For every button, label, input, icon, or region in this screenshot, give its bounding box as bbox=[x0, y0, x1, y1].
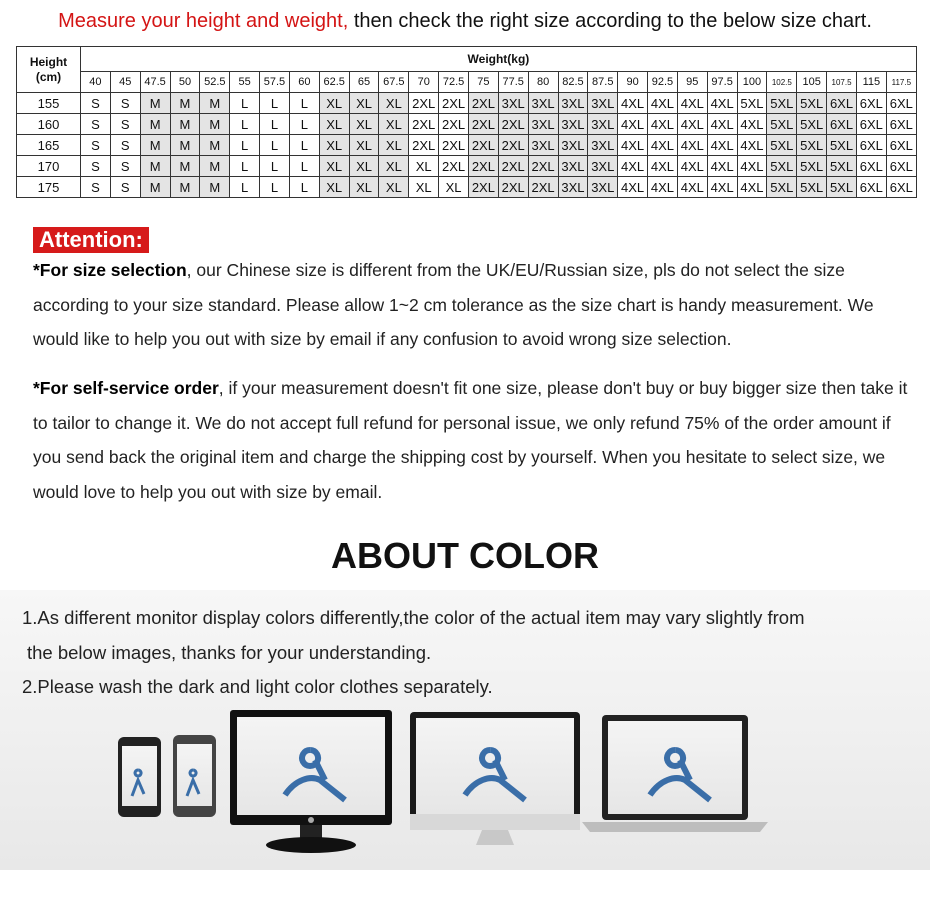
size-cell: 5XL bbox=[827, 156, 857, 177]
imac-monitor-icon bbox=[410, 712, 580, 845]
size-cell: L bbox=[260, 93, 290, 114]
size-cell: M bbox=[170, 177, 200, 198]
size-cell: 2XL bbox=[498, 135, 528, 156]
size-cell: 4XL bbox=[648, 135, 678, 156]
weight-value: 117.5 bbox=[886, 72, 916, 93]
size-cell: 3XL bbox=[588, 156, 618, 177]
size-cell: S bbox=[81, 177, 111, 198]
size-cell: XL bbox=[379, 114, 409, 135]
size-cell: 4XL bbox=[648, 114, 678, 135]
weight-value: 40 bbox=[81, 72, 111, 93]
size-cell: 3XL bbox=[588, 93, 618, 114]
size-instruction-highlight: Measure your height and weight, bbox=[58, 10, 349, 32]
size-cell: XL bbox=[319, 114, 349, 135]
size-cell: M bbox=[140, 177, 170, 198]
size-cell: 2XL bbox=[409, 93, 439, 114]
size-cell: 4XL bbox=[648, 156, 678, 177]
size-selection-paragraph bbox=[33, 253, 923, 357]
size-selection-title: *For size selection bbox=[33, 260, 187, 280]
hp-monitor-icon bbox=[230, 710, 392, 853]
size-cell: M bbox=[140, 156, 170, 177]
size-cell: L bbox=[289, 156, 319, 177]
size-cell: 4XL bbox=[618, 156, 648, 177]
size-cell: XL bbox=[409, 156, 439, 177]
size-cell: M bbox=[140, 114, 170, 135]
size-row bbox=[17, 135, 917, 156]
size-cell: XL bbox=[409, 177, 439, 198]
size-cell: 2XL bbox=[528, 156, 558, 177]
size-instruction-text: then check the right size according to the below size chart. bbox=[348, 10, 872, 32]
weight-value: 75 bbox=[468, 72, 498, 93]
size-cell: M bbox=[200, 135, 230, 156]
size-cell: 2XL bbox=[498, 114, 528, 135]
size-cell: S bbox=[110, 177, 140, 198]
size-cell: 2XL bbox=[528, 177, 558, 198]
size-row bbox=[17, 93, 917, 114]
size-cell: XL bbox=[379, 156, 409, 177]
weight-value: 57.5 bbox=[260, 72, 290, 93]
height-value: 160 bbox=[17, 114, 81, 135]
self-service-text: , if your measurement doesn't fit one size, please don't buy or buy bigger size then take it to tailor to change it. We do not accept full refund for personal issue, we only refund 75% of the order amount if you send back the original item and charge the shipping cost by yourself. When you hesitate to select size, we would love to help you out with size by email. bbox=[33, 378, 908, 502]
size-cell: L bbox=[289, 177, 319, 198]
size-cell: 4XL bbox=[707, 135, 737, 156]
size-cell: 2XL bbox=[409, 135, 439, 156]
size-cell: 4XL bbox=[618, 135, 648, 156]
color-note-2: 2.Please wash the dark and light color clothes separately. bbox=[22, 676, 493, 697]
size-cell: 6XL bbox=[856, 135, 886, 156]
size-cell: 4XL bbox=[677, 177, 707, 198]
size-row bbox=[17, 177, 917, 198]
size-cell: M bbox=[200, 93, 230, 114]
size-cell: 5XL bbox=[767, 93, 797, 114]
size-cell: XL bbox=[379, 93, 409, 114]
size-cell: 4XL bbox=[618, 114, 648, 135]
size-cell: XL bbox=[439, 177, 469, 198]
size-cell: 4XL bbox=[648, 177, 678, 198]
size-cell: 3XL bbox=[558, 93, 588, 114]
size-cell: 4XL bbox=[737, 114, 767, 135]
size-cell: 5XL bbox=[797, 135, 827, 156]
size-cell: S bbox=[81, 135, 111, 156]
weight-value: 55 bbox=[230, 72, 260, 93]
size-instruction bbox=[0, 10, 930, 33]
size-cell: 3XL bbox=[528, 135, 558, 156]
size-cell: 4XL bbox=[707, 93, 737, 114]
weight-value: 107.5 bbox=[827, 72, 857, 93]
size-cell: 6XL bbox=[827, 93, 857, 114]
size-cell: 5XL bbox=[797, 177, 827, 198]
weight-value: 67.5 bbox=[379, 72, 409, 93]
size-row bbox=[17, 114, 917, 135]
device-comparison-illustration bbox=[110, 700, 910, 870]
size-cell: 5XL bbox=[767, 135, 797, 156]
weight-value: 62.5 bbox=[319, 72, 349, 93]
size-cell: L bbox=[230, 93, 260, 114]
size-row bbox=[17, 156, 917, 177]
size-cell: 3XL bbox=[558, 135, 588, 156]
size-cell: 4XL bbox=[618, 93, 648, 114]
weight-value: 47.5 bbox=[140, 72, 170, 93]
size-cell: L bbox=[230, 177, 260, 198]
weight-value: 87.5 bbox=[588, 72, 618, 93]
size-cell: XL bbox=[319, 93, 349, 114]
size-cell: S bbox=[81, 156, 111, 177]
size-cell: M bbox=[200, 156, 230, 177]
size-cell: 2XL bbox=[468, 177, 498, 198]
weight-value: 70 bbox=[409, 72, 439, 93]
height-unit: (cm) bbox=[35, 69, 62, 84]
size-cell: XL bbox=[319, 135, 349, 156]
size-cell: S bbox=[110, 135, 140, 156]
height-value: 175 bbox=[17, 177, 81, 198]
size-cell: L bbox=[289, 114, 319, 135]
size-cell: 4XL bbox=[618, 177, 648, 198]
attention-badge: Attention: bbox=[33, 227, 149, 253]
size-cell: 3XL bbox=[558, 114, 588, 135]
weight-value: 92.5 bbox=[648, 72, 678, 93]
size-cell: 6XL bbox=[886, 93, 916, 114]
weight-value: 90 bbox=[618, 72, 648, 93]
height-value: 170 bbox=[17, 156, 81, 177]
size-cell: 3XL bbox=[558, 156, 588, 177]
size-cell: 3XL bbox=[498, 93, 528, 114]
weight-value: 105 bbox=[797, 72, 827, 93]
size-cell: 4XL bbox=[707, 177, 737, 198]
size-cell: 5XL bbox=[767, 177, 797, 198]
weight-value: 82.5 bbox=[558, 72, 588, 93]
weight-header: Weight(kg) bbox=[81, 47, 917, 72]
size-cell: 4XL bbox=[737, 135, 767, 156]
size-cell: XL bbox=[379, 177, 409, 198]
weight-value: 50 bbox=[170, 72, 200, 93]
size-selection-text: , our Chinese size is different from the UK/EU/Russian size, pls do not select the size according to your size standard. Please allow 1~2 cm tolerance as the size chart is handy measurement. We would like to help you out with size by email if any confusion to avoid wrong size selection. bbox=[33, 260, 874, 349]
size-cell: S bbox=[81, 93, 111, 114]
size-cell: M bbox=[140, 135, 170, 156]
size-cell: 2XL bbox=[468, 93, 498, 114]
size-cell: L bbox=[289, 135, 319, 156]
size-cell: XL bbox=[379, 135, 409, 156]
size-cell: 4XL bbox=[707, 156, 737, 177]
size-cell: 2XL bbox=[439, 93, 469, 114]
weight-value: 80 bbox=[528, 72, 558, 93]
size-cell: S bbox=[81, 114, 111, 135]
size-cell: 6XL bbox=[886, 156, 916, 177]
phone-icon bbox=[118, 737, 161, 817]
size-chart-table bbox=[16, 46, 917, 198]
size-cell: 2XL bbox=[498, 156, 528, 177]
size-cell: XL bbox=[349, 156, 379, 177]
size-cell: XL bbox=[319, 177, 349, 198]
phone-icon bbox=[173, 735, 216, 817]
size-cell: 6XL bbox=[856, 156, 886, 177]
size-cell: XL bbox=[349, 93, 379, 114]
size-cell: 3XL bbox=[528, 114, 558, 135]
weight-value: 97.5 bbox=[707, 72, 737, 93]
size-cell: M bbox=[170, 135, 200, 156]
weight-value: 65 bbox=[349, 72, 379, 93]
size-cell: XL bbox=[349, 135, 379, 156]
color-note-1: 1.As different monitor display colors differently,the color of the actual item may vary slightly from bbox=[22, 607, 805, 628]
height-value: 155 bbox=[17, 93, 81, 114]
weight-value: 60 bbox=[289, 72, 319, 93]
size-cell: 4XL bbox=[677, 156, 707, 177]
size-cell: 6XL bbox=[827, 114, 857, 135]
size-cell: M bbox=[200, 177, 230, 198]
size-cell: 3XL bbox=[588, 177, 618, 198]
size-cell: M bbox=[140, 93, 170, 114]
color-note-1-cont: the below images, thanks for your understanding. bbox=[27, 642, 432, 663]
size-cell: 3XL bbox=[588, 114, 618, 135]
weight-value: 52.5 bbox=[200, 72, 230, 93]
size-cell: 2XL bbox=[439, 135, 469, 156]
size-cell: 2XL bbox=[439, 114, 469, 135]
weight-value: 115 bbox=[856, 72, 886, 93]
size-cell: 2XL bbox=[468, 135, 498, 156]
size-cell: 5XL bbox=[797, 114, 827, 135]
size-cell: 3XL bbox=[588, 135, 618, 156]
weight-value: 72.5 bbox=[439, 72, 469, 93]
height-label: Height bbox=[29, 54, 68, 69]
size-cell: L bbox=[260, 177, 290, 198]
size-cell: 6XL bbox=[856, 93, 886, 114]
size-cell: 5XL bbox=[767, 114, 797, 135]
size-cell: S bbox=[110, 114, 140, 135]
size-cell: 5XL bbox=[797, 156, 827, 177]
size-cell: 5XL bbox=[767, 156, 797, 177]
size-cell: M bbox=[170, 93, 200, 114]
size-cell: 4XL bbox=[677, 135, 707, 156]
size-cell: L bbox=[230, 156, 260, 177]
size-cell: 4XL bbox=[677, 93, 707, 114]
size-cell: M bbox=[170, 114, 200, 135]
size-cell: XL bbox=[349, 114, 379, 135]
size-cell: 5XL bbox=[797, 93, 827, 114]
self-service-paragraph bbox=[33, 371, 923, 509]
size-cell: 4XL bbox=[707, 114, 737, 135]
size-cell: L bbox=[260, 135, 290, 156]
size-cell: 5XL bbox=[737, 93, 767, 114]
size-cell: 4XL bbox=[677, 114, 707, 135]
laptop-icon bbox=[582, 715, 768, 832]
size-cell: 4XL bbox=[737, 177, 767, 198]
size-cell: 4XL bbox=[737, 156, 767, 177]
self-service-title: *For self-service order bbox=[33, 378, 219, 398]
size-cell: 4XL bbox=[648, 93, 678, 114]
size-cell: 2XL bbox=[409, 114, 439, 135]
weight-value: 45 bbox=[110, 72, 140, 93]
height-header bbox=[17, 47, 81, 93]
size-cell: 2XL bbox=[498, 177, 528, 198]
weight-value: 95 bbox=[677, 72, 707, 93]
size-cell: XL bbox=[319, 156, 349, 177]
size-cell: 2XL bbox=[468, 114, 498, 135]
about-color-heading: ABOUT COLOR bbox=[331, 535, 599, 576]
size-cell: XL bbox=[349, 177, 379, 198]
size-cell: 5XL bbox=[827, 177, 857, 198]
size-cell: 6XL bbox=[886, 177, 916, 198]
size-cell: L bbox=[260, 114, 290, 135]
size-cell: L bbox=[260, 156, 290, 177]
size-cell: M bbox=[200, 114, 230, 135]
size-cell: L bbox=[289, 93, 319, 114]
size-cell: 3XL bbox=[528, 93, 558, 114]
size-cell: 2XL bbox=[468, 156, 498, 177]
size-cell: 3XL bbox=[558, 177, 588, 198]
size-cell: S bbox=[110, 156, 140, 177]
size-cell: L bbox=[230, 135, 260, 156]
size-cell: M bbox=[170, 156, 200, 177]
size-cell: L bbox=[230, 114, 260, 135]
size-cell: 2XL bbox=[439, 156, 469, 177]
size-cell: 6XL bbox=[856, 177, 886, 198]
size-cell: 6XL bbox=[886, 114, 916, 135]
size-cell: 5XL bbox=[827, 135, 857, 156]
size-cell: S bbox=[110, 93, 140, 114]
weight-value: 77.5 bbox=[498, 72, 528, 93]
height-value: 165 bbox=[17, 135, 81, 156]
size-cell: 6XL bbox=[856, 114, 886, 135]
size-cell: 6XL bbox=[886, 135, 916, 156]
weight-value: 100 bbox=[737, 72, 767, 93]
weight-value: 102.5 bbox=[767, 72, 797, 93]
